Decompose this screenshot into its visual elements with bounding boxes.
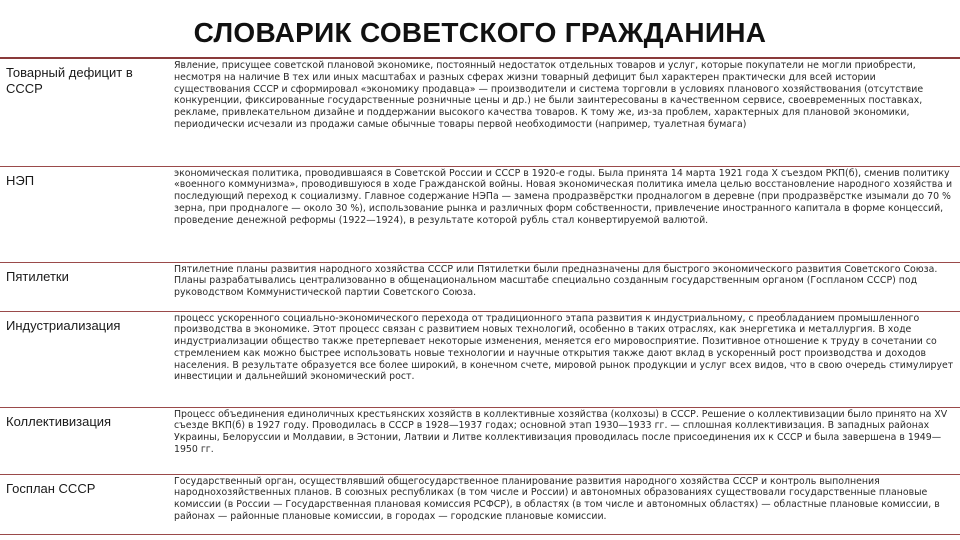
definition-text: Государственный орган, осуществлявший общегосударственное планирование развития народного хозяйства СССР и контроль выполнения народнохозяйственных планов. В союзных республиках (в том числе и России) и автономных образованиях существовали государственные плановые комиссии (в России — Государственная плановая комиссия РСФСР), в областях (в том числе и автономных областях) — областные плановые комиссии, в районах — районные плановые комиссии, в городах — городские плановые комиссии. <box>174 475 940 522</box>
term-label: Пятилетки <box>6 268 69 284</box>
definition-cell <box>162 311 960 407</box>
table-row <box>0 166 960 262</box>
term-label: Товарный дефицит в СССР <box>6 65 133 96</box>
term-cell <box>0 407 162 474</box>
term-label: НЭП <box>6 172 35 188</box>
definition-cell <box>162 166 960 262</box>
term-cell <box>0 474 162 534</box>
term-label: Госплан СССР <box>6 480 96 496</box>
term-cell <box>0 262 162 311</box>
term-cell <box>0 58 162 166</box>
definition-text: экономическая политика, проводившаяся в Советской России и СССР в 1920-е годы. Была принята 14 марта 1921 года X съездом РКП(б), сменив политику «военного коммунизма», проводившуюся в ходе Гражданской войны. Новая экономическая политика имела целью восстановление народного хозяйства и последующий переход к социализму. Главное содержание НЭПа — замена продразвёрстки продналогом в деревне (при продразвёрстке изымали до 70 % зерна, при продналоге — около 30 %), использование рынка и различных форм собственности, привлечение иностранного капитала в форме концессий, проведение денежной реформы (1922—1924), в результате которой рубль стал конвертируемой валютой. <box>174 167 953 226</box>
table-row <box>0 58 960 166</box>
table-row <box>0 407 960 474</box>
definition-cell <box>162 407 960 474</box>
term-cell <box>0 166 162 262</box>
term-label: Коллективизация <box>6 413 112 429</box>
table-row <box>0 262 960 311</box>
definition-cell <box>162 262 960 311</box>
term-cell <box>0 311 162 407</box>
definition-cell <box>162 474 960 534</box>
definition-cell <box>162 58 960 166</box>
page-title: СЛОВАРИК СОВЕТСКОГО ГРАЖДАНИНА <box>193 17 767 48</box>
table-row <box>0 474 960 534</box>
glossary-table <box>0 57 960 535</box>
definition-text: Явление, присущее советской плановой экономике, постоянный недостаток отдельных товаров и услуг, которые покупатели не могли приобрести, несмотря на наличие В тех или иных масштабах и разных сферах жизни товарный дефицит был характерен практически для всей истории существования СССР и сформировал «экономику продавца» — производители и система торговли в условиях планового хозяйствования (отсутствие конкуренции, фиксированные государственные розничные цены и др.) не были заинтересованы в качественном сервисе, своевременных поставках, рекламе, привлекательном дизайне и поддержании высокого качества товаров. К тому же, из-за проблем, характерных для плановой экономики, периодически исчезали из продажи самые обычные товары первой необходимости (например, туалетная бумага) <box>174 60 924 130</box>
definition-text: Процесс объединения единоличных крестьянских хозяйств в коллективные хозяйства (колхозы) в СССР. Решение о коллективизации было принято на XV съезде ВКП(б) в 1927 году. Проводилась в СССР в 1928—1937 годах; основной этап 1930—1933 гг. — сплошная коллективизация. В западных районах Украины, Белоруссии и Молдавии, в Эстонии, Латвии и Литве коллективизация проводилась после присоединения их к СССР и была завершена в 1949—1950 гг. <box>174 408 948 455</box>
definition-text: процесс ускоренного социально-экономического перехода от традиционного этапа развития к индустриальному, с преобладанием промышленного производства в экономике. Этот процесс связан с развитием новых технологий, особенно в таких отраслях, как энергетика и металлургия. В ходе индустриализации общество также претерпевает некоторые изменения, меняется его мировосприятие. Позитивное отношение к труду в сочетании со стремлением как можно быстрее использовать новые технологии и научные открытия также дают вклад в ускоренный рост производства и доходов населения. В результате образуется все более широкий, в конечном счете, мировой рынок продукции и услуг всех видов, что в свою очередь стимулирует инвестиции и дальнейший экономический рост. <box>174 312 954 383</box>
table-row <box>0 311 960 407</box>
definition-text: Пятилетние планы развития народного хозяйства СССР или Пятилетки были предназначены для быстрого экономического развития Советского Союза. Планы разрабатывались централизованно в общенациональном масштабе специально созданным государственным органом (Госпланом СССР) под руководством Коммунистической партии Советского Союза. <box>174 263 938 299</box>
term-label: Индустриализация <box>6 317 121 333</box>
